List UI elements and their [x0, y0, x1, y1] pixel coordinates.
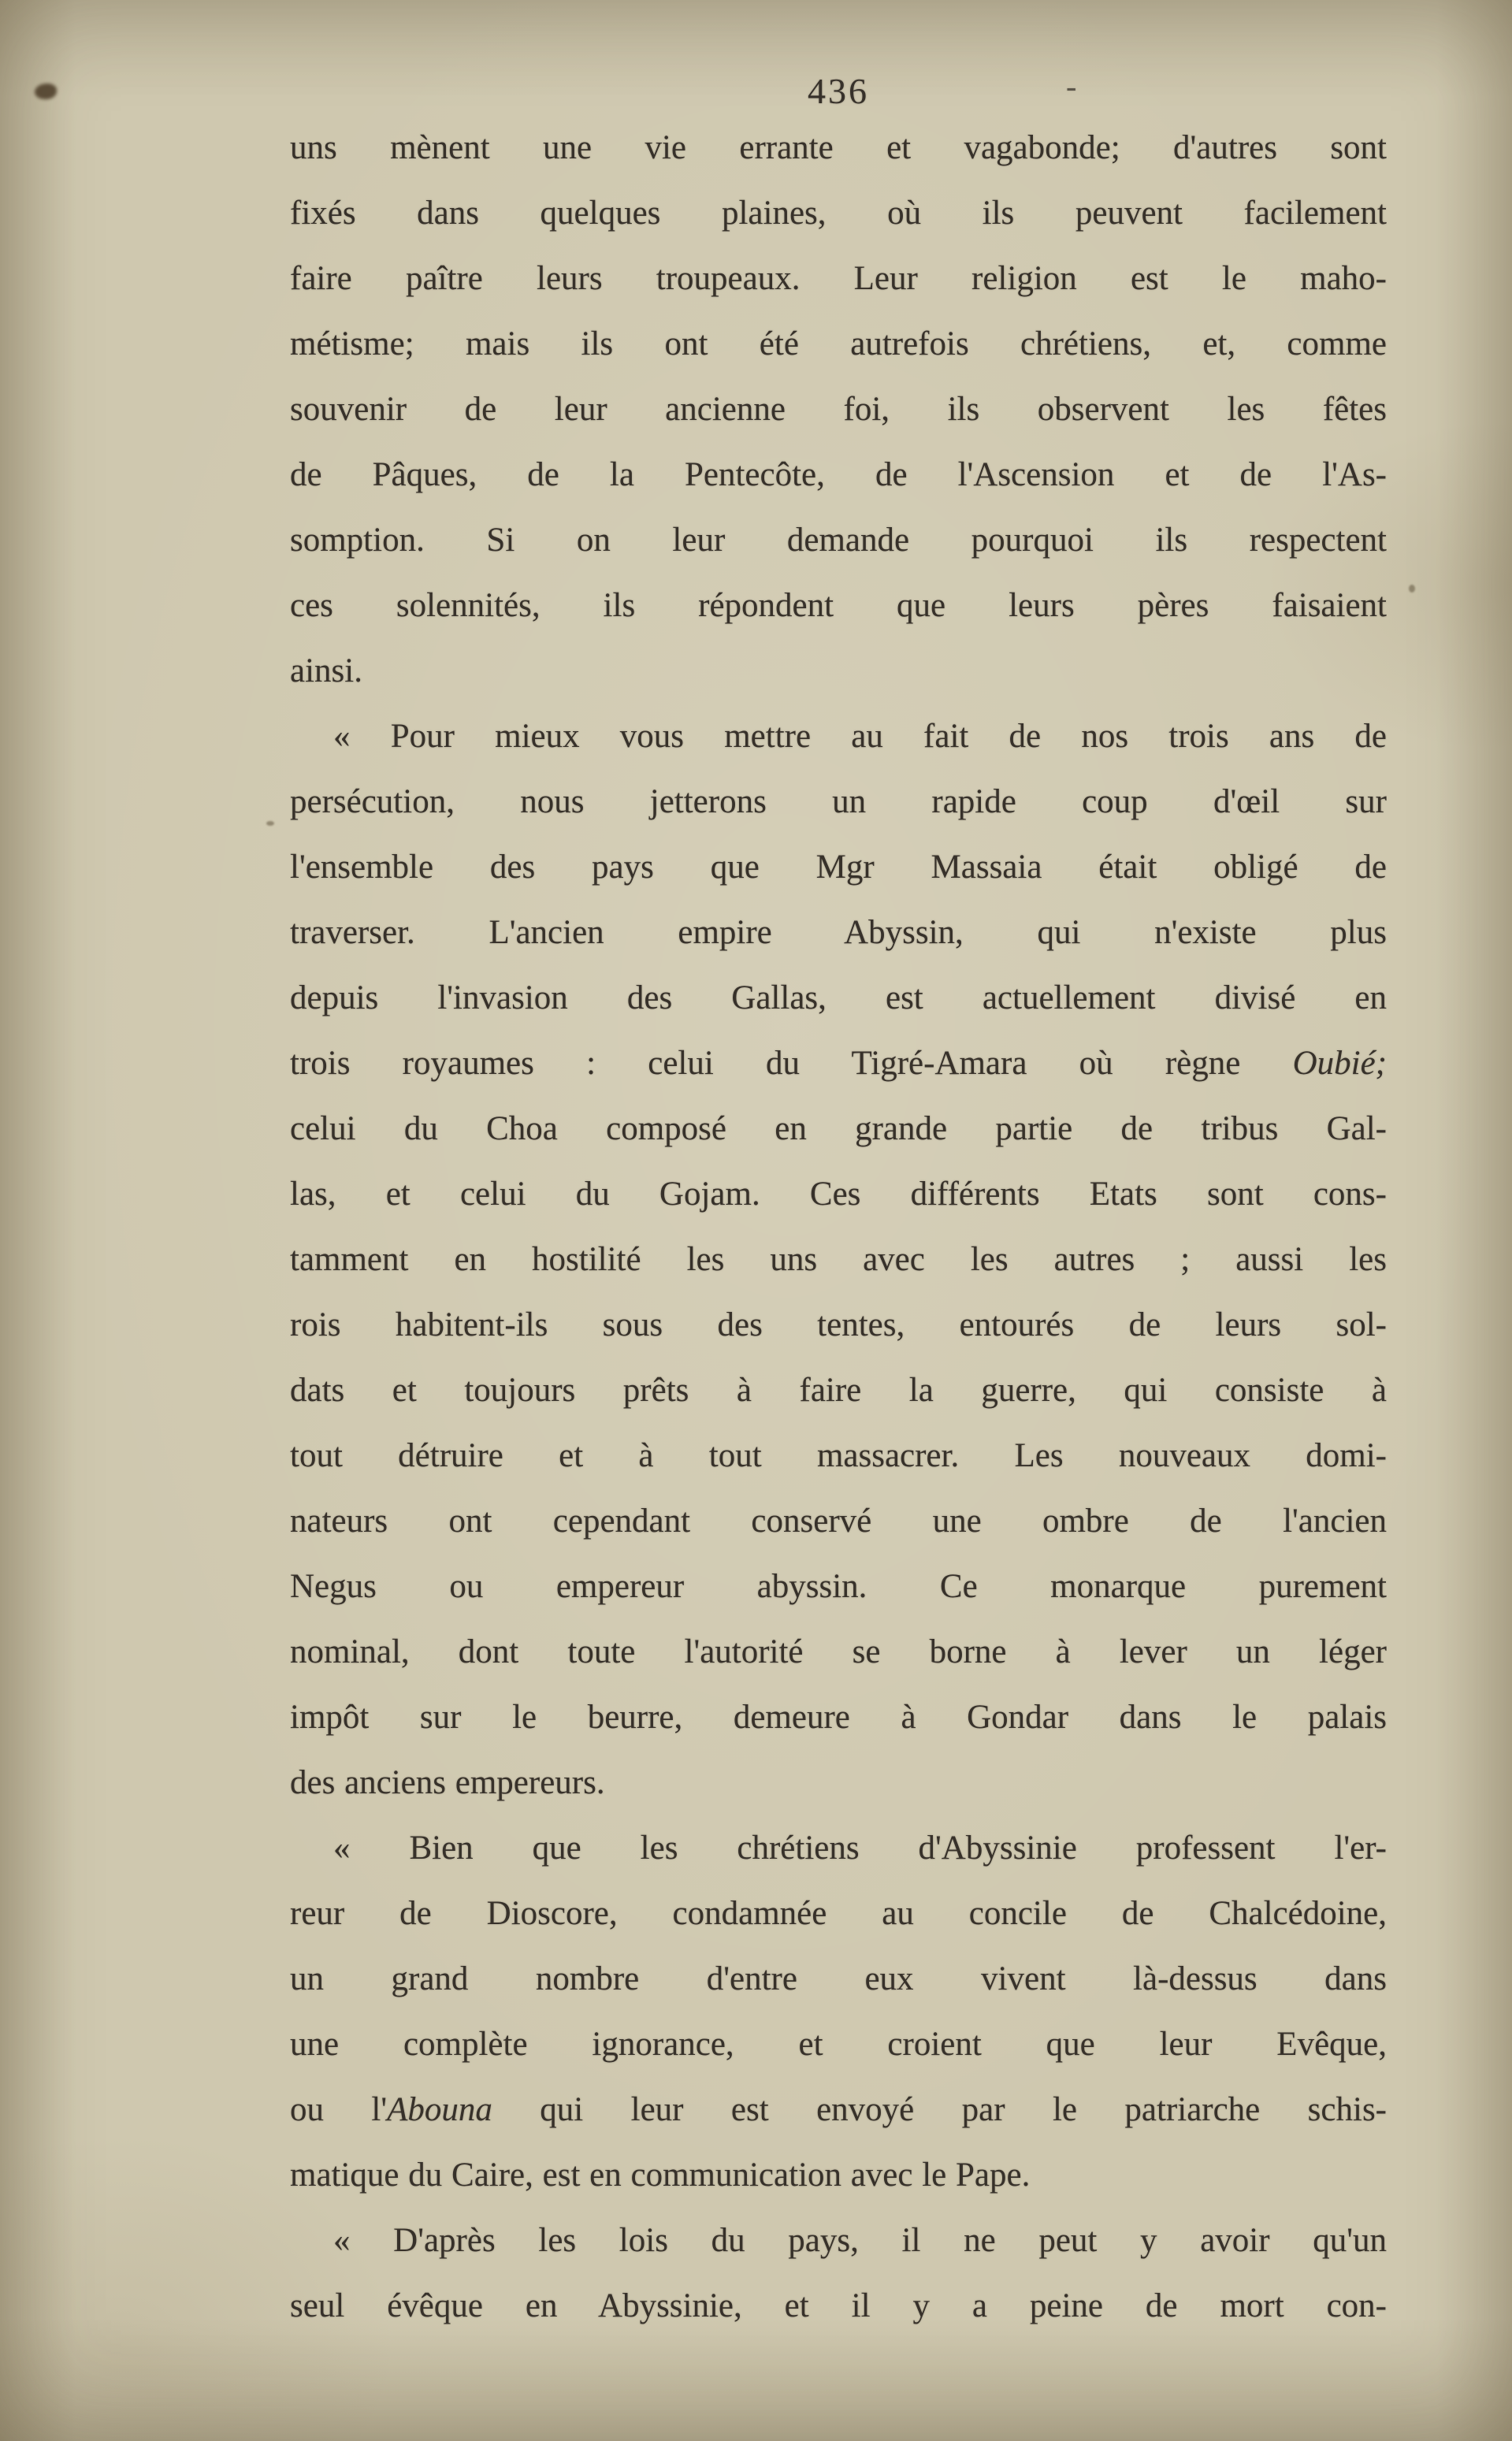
body-text: de Pâques, de la Pentecôte, de l'Ascension et de l'As-: [290, 456, 1387, 493]
body-text: des anciens empereurs.: [290, 1764, 605, 1801]
body-text: seul évêque en Abyssinie, et il y a peine de mort con-: [290, 2287, 1387, 2324]
text-line: [290, 1096, 1387, 1161]
body-text: depuis l'invasion des Gallas, est actuellement divisé en: [290, 979, 1387, 1016]
text-line: [290, 115, 1387, 180]
body-text: trois royaumes : celui du Tigré-Amara où règne: [290, 1045, 1293, 1082]
text-line: [290, 246, 1387, 311]
text-line: [290, 2012, 1387, 2077]
header-dash: -: [1066, 69, 1077, 104]
text-line: [290, 1881, 1387, 1946]
body-text: métisme; mais ils ont été autrefois chrétiens, et, comme: [290, 325, 1387, 362]
text-line: [290, 2142, 1387, 2208]
body-text: nominal, dont toute l'autorité se borne à lever un léger: [290, 1633, 1387, 1670]
text-line: [290, 704, 1387, 769]
body-text: une complète ignorance, et croient que leur Evêque,: [290, 2026, 1387, 2063]
text-line: [290, 900, 1387, 965]
body-text: celui du Choa composé en grande partie de tribus Gal-: [290, 1110, 1387, 1147]
text-line: [290, 1292, 1387, 1358]
body-text: somption. Si on leur demande pourquoi ils respectent: [290, 522, 1387, 559]
text-line: [290, 311, 1387, 377]
body-text: rois habitent-ils sous des tentes, entourés de leurs sol-: [290, 1306, 1387, 1343]
text-line: [290, 1227, 1387, 1292]
text-line: [290, 1358, 1387, 1423]
text-line: [290, 965, 1387, 1031]
body-text: « Pour mieux vous mettre au fait de nos trois ans de: [333, 718, 1387, 755]
text-line: [290, 377, 1387, 442]
text-line: [290, 769, 1387, 834]
body-text: persécution, nous jetterons un rapide coup d'œil sur: [290, 783, 1387, 820]
text-line: [290, 2077, 1387, 2142]
body-text: uns mènent une vie errante et vagabonde; d'autres sont: [290, 129, 1387, 166]
body-text: Negus ou empereur abyssin. Ce monarque purement: [290, 1568, 1387, 1605]
text-line: [290, 1423, 1387, 1488]
text-line: [290, 2273, 1387, 2339]
text-line: [290, 1685, 1387, 1750]
text-line: [290, 2208, 1387, 2273]
text-line: [290, 442, 1387, 507]
body-text: souvenir de leur ancienne foi, ils observent les fêtes: [290, 391, 1387, 428]
body-text: qui leur est envoyé par le patriarche schis-: [492, 2091, 1387, 2128]
body-text: ces solennités, ils répondent que leurs pères faisaient: [290, 587, 1387, 624]
text-line: [290, 507, 1387, 573]
body-text: nateurs ont cependant conservé une ombre de l'ancien: [290, 1503, 1387, 1540]
text-line: [290, 180, 1387, 246]
body-text: « D'après les lois du pays, il ne peut y avoir qu'un: [333, 2222, 1387, 2259]
body-text: reur de Dioscore, condamnée au concile de Chalcédoine,: [290, 1895, 1387, 1932]
body-text: un grand nombre d'entre eux vivent là-dessus dans: [290, 1960, 1387, 1997]
text-line: [290, 1750, 1387, 1815]
body-text: « Bien que les chrétiens d'Abyssinie professent l'er-: [333, 1830, 1387, 1867]
italic-text: Oubié;: [1292, 1045, 1387, 1082]
text-line: [290, 1488, 1387, 1554]
body-text: impôt sur le beurre, demeure à Gondar dans le palais: [290, 1699, 1387, 1736]
body-text: matique du Caire, est en communication avec le Pape.: [290, 2157, 1031, 2194]
body-text: fixés dans quelques plaines, où ils peuvent facilement: [290, 195, 1387, 232]
text-line: [290, 1554, 1387, 1619]
paper-speck: [266, 821, 274, 826]
body-text: tout détruire et à tout massacrer. Les nouveaux domi-: [290, 1437, 1387, 1474]
text-line: [290, 1619, 1387, 1685]
page-number: 436: [808, 71, 869, 111]
ink-blot: [35, 84, 57, 99]
italic-text: Abouna: [387, 2091, 492, 2128]
body-text: traverser. L'ancien empire Abyssin, qui n'existe plus: [290, 914, 1387, 951]
text-line: [290, 638, 1387, 704]
text-block: [290, 115, 1387, 2339]
body-text: las, et celui du Gojam. Ces différents Etats sont cons-: [290, 1176, 1387, 1213]
text-line: [290, 1031, 1387, 1096]
body-text: tamment en hostilité les uns avec les autres ; aussi les: [290, 1241, 1387, 1278]
text-line: [290, 834, 1387, 900]
paper-speck: [1409, 585, 1415, 593]
body-text: ainsi.: [290, 652, 362, 689]
text-line: [290, 573, 1387, 638]
page-header: [290, 68, 1387, 115]
text-line: [290, 1815, 1387, 1881]
text-line: [290, 1161, 1387, 1227]
body-text: ou l': [290, 2091, 388, 2128]
body-text: faire paître leurs troupeaux. Leur religion est le maho-: [290, 260, 1387, 297]
text-line: [290, 1946, 1387, 2012]
body-text: dats et toujours prêts à faire la guerre, qui consiste à: [290, 1372, 1387, 1409]
body-text: l'ensemble des pays que Mgr Massaia était obligé de: [290, 849, 1387, 886]
